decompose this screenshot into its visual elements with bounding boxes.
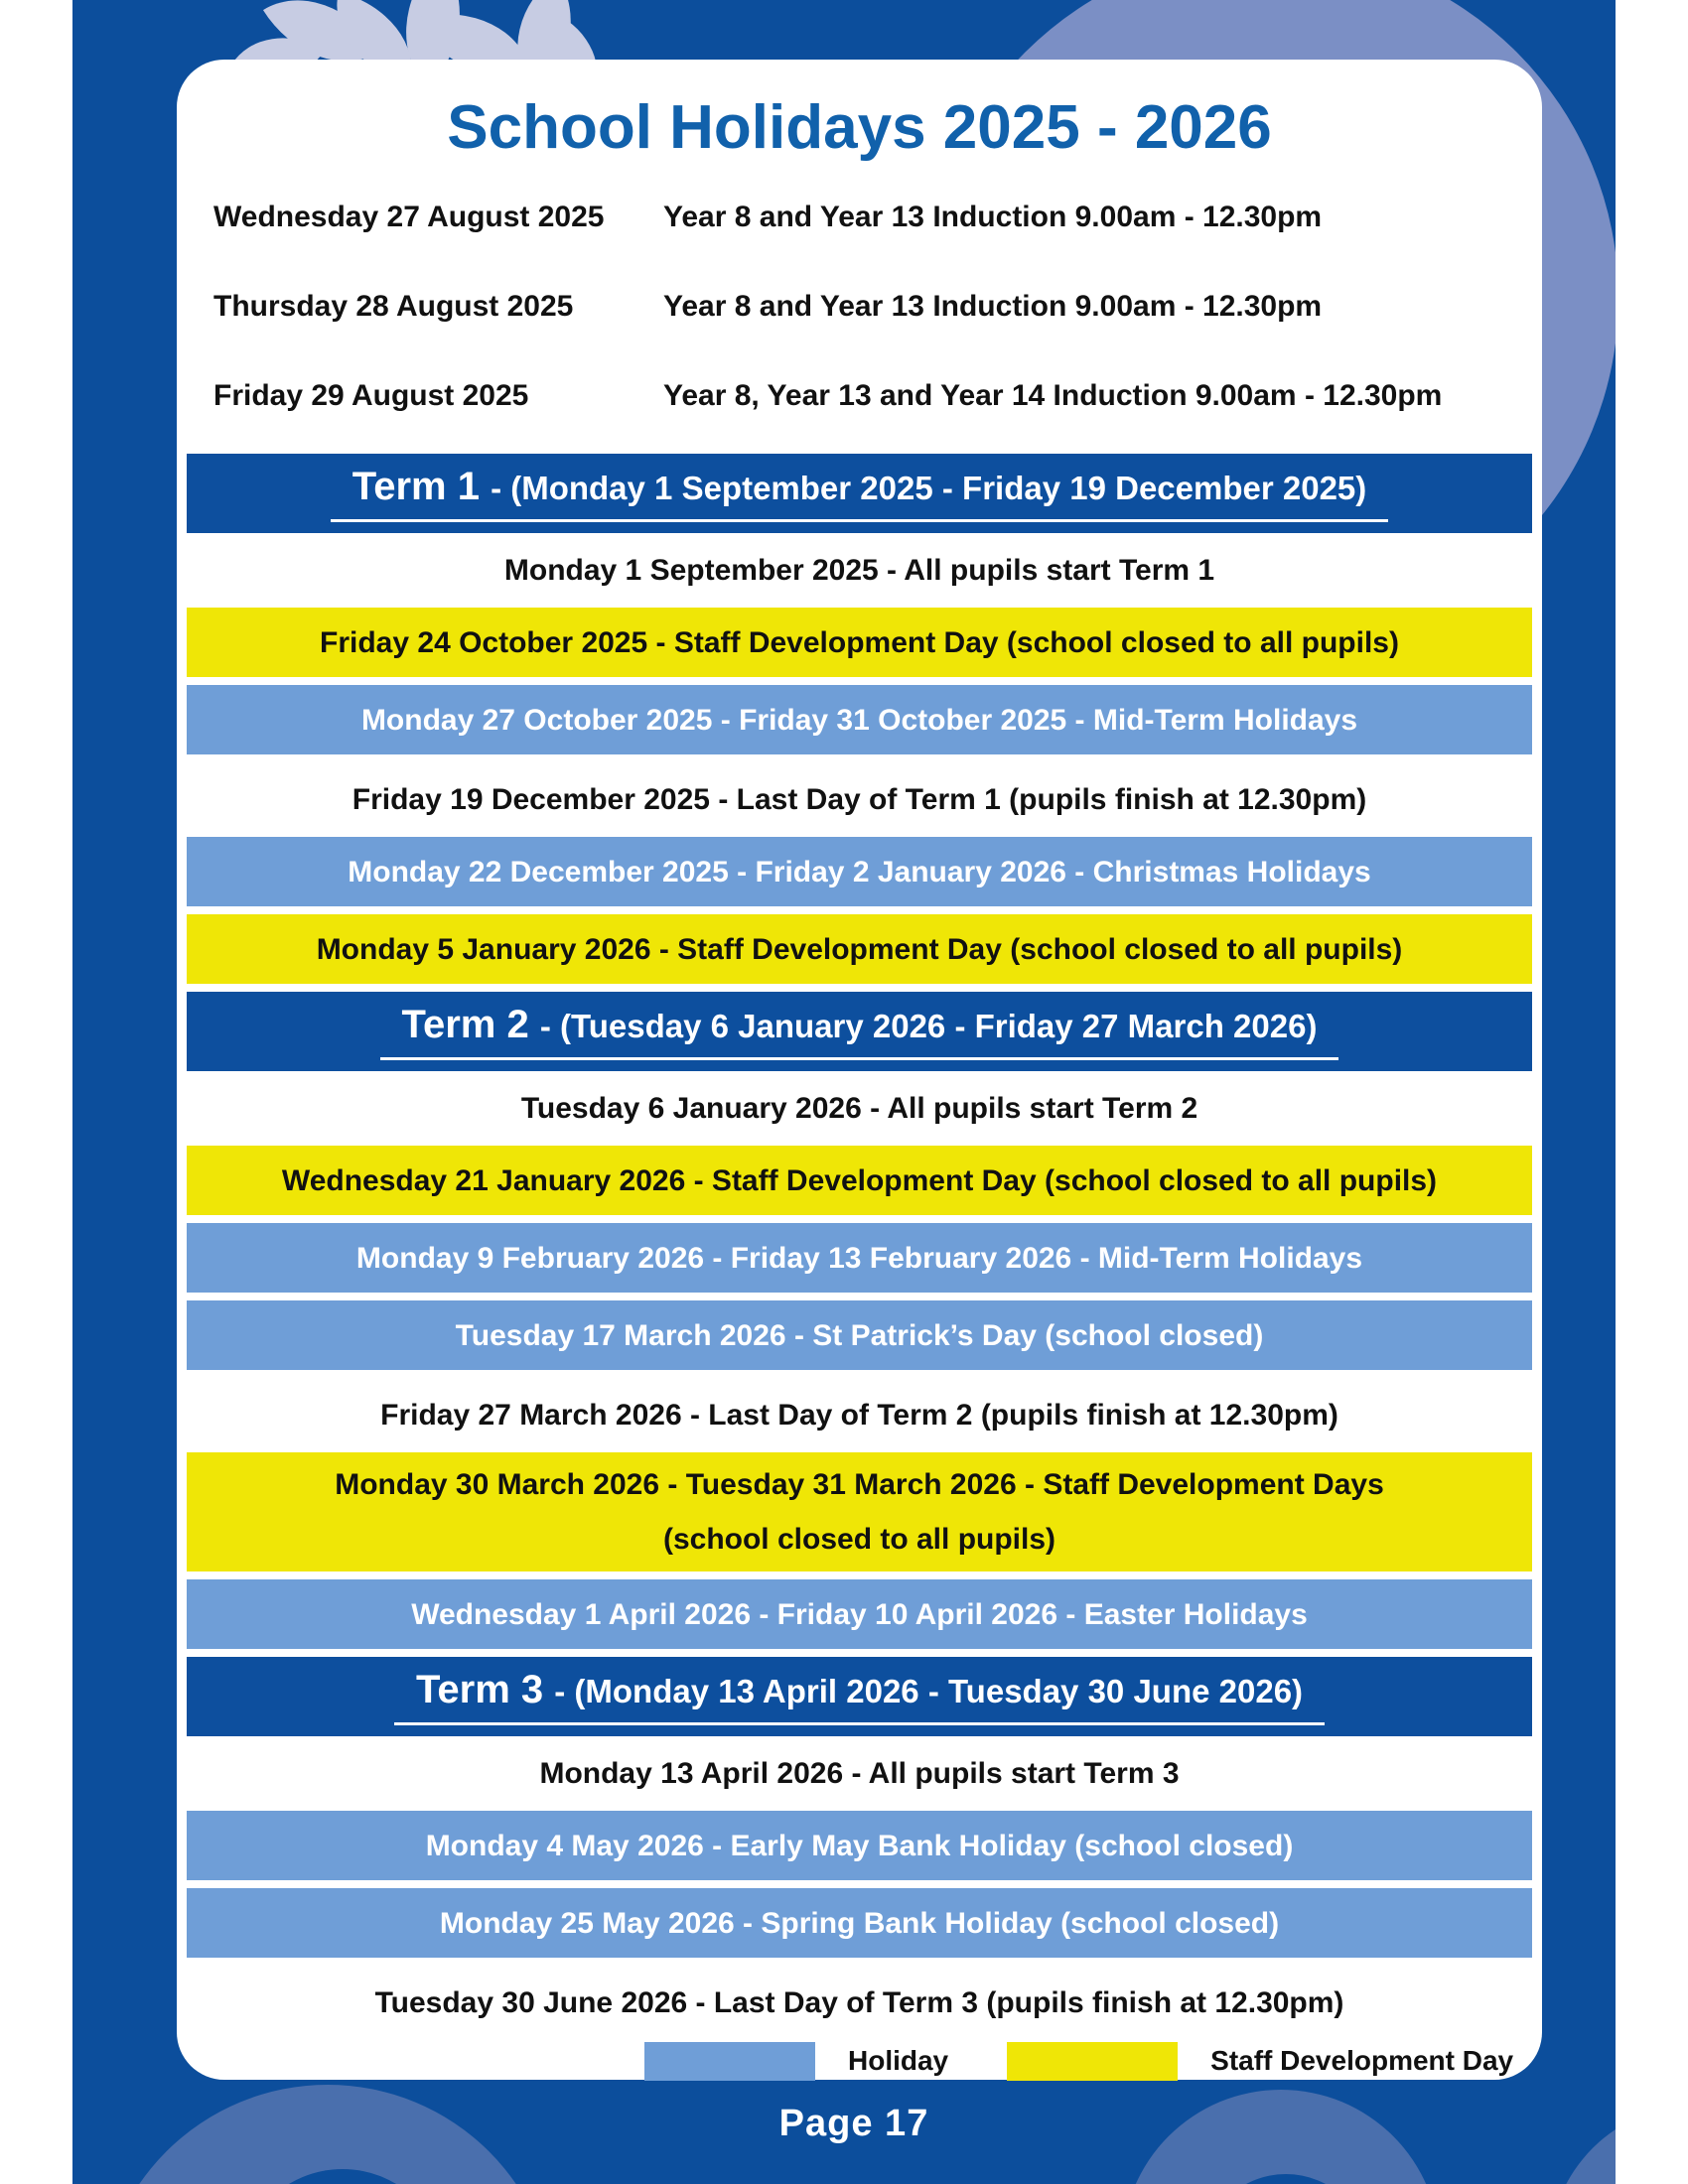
- schedule-row-holiday: [187, 685, 1532, 754]
- schedule-row-plain: [187, 1071, 1532, 1146]
- schedule-row-text: Friday 24 October 2025 - Staff Development Day (school closed to all pupils): [320, 625, 1399, 659]
- term-header-text: Term 1 - (Monday 1 September 2025 - Friday 19 December 2025): [331, 465, 1389, 522]
- schedule-row-text: Monday 1 September 2025 - All pupils start Term 1: [503, 554, 1215, 587]
- term-header: [187, 1657, 1532, 1736]
- schedule-row-text: (school closed to all pupils): [662, 1523, 1056, 1556]
- legend: [187, 2041, 1532, 2081]
- schedule-row-text: Monday 13 April 2026 - All pupils start Term 3: [539, 1757, 1180, 1790]
- schedule-row-staff: [187, 914, 1532, 984]
- schedule-row-text: Friday 27 March 2026 - Last Day of Term 2 (pupils finish at 12.30pm): [380, 1399, 1338, 1432]
- schedule-row-text: Friday 19 December 2025 - Last Day of Term 1 (pupils finish at 12.30pm): [352, 783, 1367, 816]
- schedule-row-text: Monday 22 December 2025 - Friday 2 January 2026 - Christmas Holidays: [348, 855, 1371, 888]
- schedule-row-text: Monday 5 January 2026 - Staff Development Day (school closed to all pupils): [316, 932, 1403, 966]
- schedule-row-plain: [187, 762, 1532, 837]
- schedule-row-text: Monday 27 October 2025 - Friday 31 October 2025 - Mid-Term Holidays: [360, 703, 1358, 737]
- schedule-row-holiday: [187, 1811, 1532, 1880]
- content-card: [177, 60, 1542, 2080]
- schedule-row-staff: [187, 608, 1532, 677]
- induction-row: [187, 173, 1532, 262]
- induction-date: Friday 29 August 2025: [213, 379, 529, 412]
- term-header: [187, 992, 1532, 1071]
- schedule-row-text: Tuesday 30 June 2026 - Last Day of Term 3 (pupils finish at 12.30pm): [374, 1986, 1344, 2019]
- induction-event: Year 8, Year 13 and Year 14 Induction 9.00am - 12.30pm: [663, 379, 1443, 412]
- term-header-text: Term 2 - (Tuesday 6 January 2026 - Friday 27 March 2026): [380, 1003, 1339, 1060]
- schedule-row-text: Wednesday 1 April 2026 - Friday 10 April 2026 - Easter Holidays: [411, 1597, 1308, 1631]
- schedule-list: [187, 454, 1532, 2040]
- legend-holiday-label: Holiday: [848, 2045, 949, 2076]
- induction-row: [187, 351, 1532, 441]
- schedule-row-text: Monday 4 May 2026 - Early May Bank Holiday (school closed): [425, 1829, 1294, 1862]
- schedule-row-plain: [187, 1378, 1532, 1452]
- page-title: School Holidays 2025 - 2026: [447, 93, 1272, 162]
- schedule-row-holiday: [187, 1300, 1532, 1370]
- page-number: Page 17: [778, 2103, 929, 2144]
- schedule-row-plain: [187, 1736, 1532, 1811]
- legend-staff-label: Staff Development Day: [1210, 2045, 1514, 2076]
- legend-holiday-swatch: [644, 2042, 815, 2081]
- schedule-row-text: Monday 25 May 2026 - Spring Bank Holiday (school closed): [439, 1906, 1280, 1940]
- schedule-row-holiday: [187, 1223, 1532, 1293]
- schedule-row-text: Tuesday 17 March 2026 - St Patrick’s Day (school closed): [455, 1318, 1264, 1352]
- schedule-row-plain: [187, 1966, 1532, 2040]
- legend-staff-swatch: [1007, 2042, 1178, 2081]
- induction-date: Thursday 28 August 2025: [213, 290, 574, 323]
- schedule-row-staff: [187, 1452, 1532, 1571]
- term-header-text: Term 3 - (Monday 13 April 2026 - Tuesday 30 June 2026): [394, 1668, 1325, 1725]
- schedule-row-holiday: [187, 837, 1532, 906]
- induction-date: Wednesday 27 August 2025: [213, 201, 605, 233]
- induction-event: Year 8 and Year 13 Induction 9.00am - 12.30pm: [663, 290, 1323, 323]
- schedule-row-plain: [187, 533, 1532, 608]
- schedule-row-text: Monday 9 February 2026 - Friday 13 February 2026 - Mid-Term Holidays: [355, 1241, 1363, 1275]
- schedule-row-holiday: [187, 1888, 1532, 1958]
- schedule-row-text: Monday 30 March 2026 - Tuesday 31 March 2026 - Staff Development Days: [335, 1468, 1384, 1501]
- schedule-row-holiday: [187, 1579, 1532, 1649]
- term-header: [187, 454, 1532, 533]
- induction-event: Year 8 and Year 13 Induction 9.00am - 12.30pm: [663, 201, 1323, 233]
- schedule-row-staff: [187, 1146, 1532, 1215]
- induction-row: [187, 262, 1532, 351]
- schedule-row-text: Wednesday 21 January 2026 - Staff Development Day (school closed to all pupils): [281, 1163, 1438, 1197]
- schedule-row-text: Tuesday 6 January 2026 - All pupils start Term 2: [520, 1092, 1198, 1125]
- induction-table: [187, 173, 1532, 441]
